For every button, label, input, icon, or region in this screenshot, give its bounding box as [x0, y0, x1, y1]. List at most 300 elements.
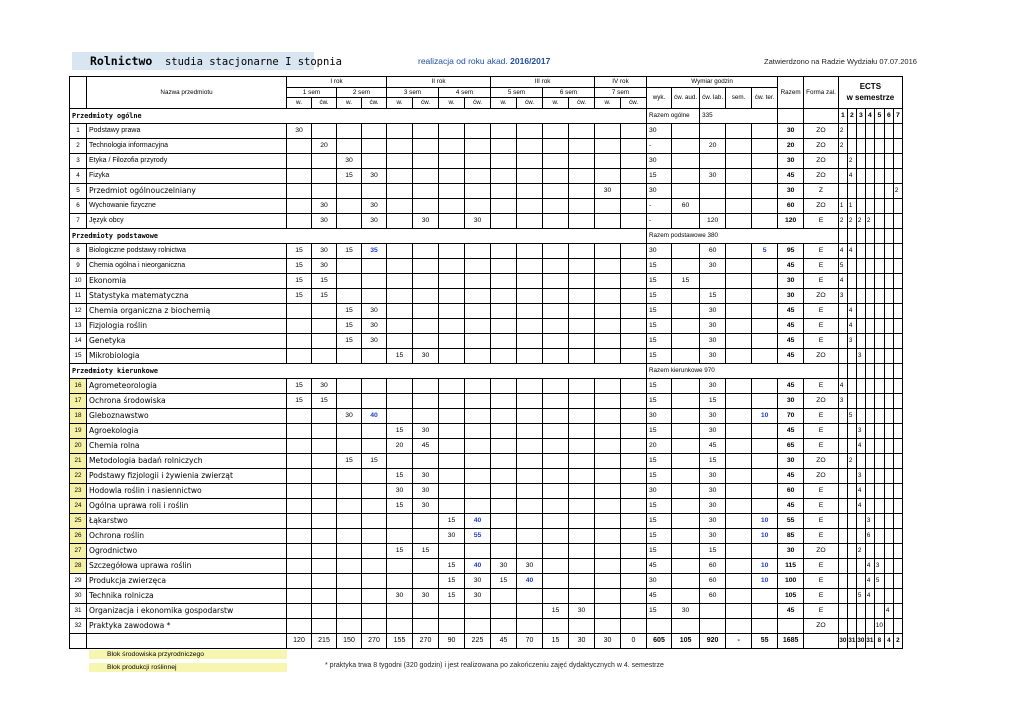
- semester-hours: [569, 513, 595, 528]
- semester-hours: [465, 123, 491, 138]
- ects-value: [893, 573, 902, 588]
- hours-type-value: 30: [647, 408, 672, 423]
- semester-hours: [491, 183, 517, 198]
- ects-cell: [856, 228, 865, 243]
- semester-hours: [413, 318, 439, 333]
- semester-hours: [362, 588, 387, 603]
- semester-total: 30: [595, 633, 621, 648]
- semester-hours: [337, 183, 362, 198]
- semester-hours: [439, 438, 465, 453]
- table-row: [70, 198, 903, 213]
- hours-type-value: [726, 288, 752, 303]
- semester-hours: [465, 288, 491, 303]
- ects-value: [865, 333, 874, 348]
- semester-hours: [621, 348, 647, 363]
- assessment-form: ZO: [804, 153, 839, 168]
- semester-hours: [621, 123, 647, 138]
- semester-hours: [491, 603, 517, 618]
- ects-value: [865, 318, 874, 333]
- semester-hours: 15: [439, 588, 465, 603]
- ects-value: [865, 243, 874, 258]
- ects-value: [884, 198, 893, 213]
- section-title: Przedmioty ogólne: [70, 108, 647, 123]
- semester-hours: [465, 168, 491, 183]
- hours-type-value: [672, 243, 700, 258]
- semester-hours: [465, 273, 491, 288]
- semester-hours: [413, 123, 439, 138]
- hours-type-value: [672, 213, 700, 228]
- semester-hours: [543, 168, 569, 183]
- hours-type-value: 15: [647, 348, 672, 363]
- semester-hours: 30: [362, 303, 387, 318]
- ects-value: [884, 153, 893, 168]
- semester-hours: [465, 258, 491, 273]
- hours-type-value: 20: [647, 438, 672, 453]
- semester-hours: 30: [569, 603, 595, 618]
- ects-value: [884, 408, 893, 423]
- semester-hours: [439, 303, 465, 318]
- row-number: 15: [70, 348, 87, 363]
- row-number: 25: [70, 513, 87, 528]
- ects-value: [874, 333, 884, 348]
- ects-value: [838, 513, 847, 528]
- ects-value: [874, 498, 884, 513]
- hours-type-value: -: [647, 198, 672, 213]
- semester-hours: [312, 588, 337, 603]
- semester-hours: [465, 603, 491, 618]
- semester-hours: [362, 558, 387, 573]
- ects-value: 4: [847, 303, 856, 318]
- ects-value: 4: [847, 318, 856, 333]
- semester-hours: 30: [337, 153, 362, 168]
- ects-value: [884, 273, 893, 288]
- ects-value: [847, 618, 856, 633]
- assessment-form: E: [804, 558, 839, 573]
- semester-hours: [491, 438, 517, 453]
- semester-hours: 30: [312, 243, 337, 258]
- semester-hours: [491, 513, 517, 528]
- semester-hours: [337, 573, 362, 588]
- footnote: * praktyka trwa 8 tygodni (320 godzin) i jest realizowana po zakończeniu zajęć dydaktycznych w 4. semestrze: [325, 662, 664, 669]
- ects-value: [865, 123, 874, 138]
- hours-type-value: 30: [700, 513, 726, 528]
- semester-hours: [595, 243, 621, 258]
- semester-hours: [517, 243, 543, 258]
- hours-type-value: [726, 303, 752, 318]
- semester-hours: [621, 168, 647, 183]
- assessment-form: ZO: [804, 468, 839, 483]
- semester-hours: [543, 468, 569, 483]
- hours-type-value: [700, 603, 726, 618]
- hours-type-value: 5: [752, 243, 778, 258]
- semester-hours: [465, 378, 491, 393]
- semester-hours: 30: [312, 258, 337, 273]
- ects-value: 4: [838, 378, 847, 393]
- semester-hours: [491, 393, 517, 408]
- semester-hours: [362, 618, 387, 633]
- hours-type-value: [726, 603, 752, 618]
- semester-hours: [569, 588, 595, 603]
- ects-value: [847, 528, 856, 543]
- semester-hours: [312, 408, 337, 423]
- semester-hours: [491, 258, 517, 273]
- ects-value: 4: [884, 603, 893, 618]
- semester-hours: [362, 603, 387, 618]
- ects-total: 30: [856, 633, 865, 648]
- ects-value: [865, 408, 874, 423]
- semester-hours: [312, 153, 337, 168]
- semester-hours: [387, 273, 413, 288]
- hours-type-value: 30: [700, 348, 726, 363]
- semester-hours: [337, 468, 362, 483]
- semester-hours: [517, 258, 543, 273]
- hours-type-value: [672, 333, 700, 348]
- hours-type-value: [672, 378, 700, 393]
- semester-hours: [337, 378, 362, 393]
- row-number: 26: [70, 528, 87, 543]
- ects-cell: [847, 363, 856, 378]
- table-row: [70, 588, 903, 603]
- hours-type-value: 15: [647, 258, 672, 273]
- semester-hours: [312, 123, 337, 138]
- semester-hours: [287, 423, 312, 438]
- semester-hours: [413, 453, 439, 468]
- hours-type-value: [726, 333, 752, 348]
- ects-value: [856, 408, 865, 423]
- semester-hours: [491, 588, 517, 603]
- semester-hours: [543, 453, 569, 468]
- semester-hours: 15: [387, 468, 413, 483]
- hours-type-value: [752, 123, 778, 138]
- table-row: [70, 183, 903, 198]
- hours-type-value: [752, 168, 778, 183]
- semester-hours: [287, 603, 312, 618]
- semester-hours: [337, 588, 362, 603]
- semester-hours: 15: [287, 393, 312, 408]
- semester-hours: [362, 483, 387, 498]
- subject-name: Ogólna uprawa roli i roślin: [87, 498, 287, 513]
- hours-type-value: [672, 153, 700, 168]
- ects-value: 2: [847, 453, 856, 468]
- ects-value: [865, 423, 874, 438]
- semester-hours: 40: [465, 513, 491, 528]
- semester-hours: [543, 438, 569, 453]
- semester-hours: [595, 483, 621, 498]
- table-row: [70, 393, 903, 408]
- total-hours: 85: [778, 528, 804, 543]
- assessment-form: E: [804, 318, 839, 333]
- ects-value: 2: [865, 213, 874, 228]
- hours-type-value: 15: [647, 498, 672, 513]
- semester-hours: [543, 288, 569, 303]
- hours-type-value: [700, 198, 726, 213]
- hours-type-value: [752, 318, 778, 333]
- semester-hours: [465, 153, 491, 168]
- ects-value: [874, 603, 884, 618]
- semester-hours: 20: [387, 438, 413, 453]
- semester-hours: [337, 273, 362, 288]
- semester-hours: [595, 348, 621, 363]
- ects-value: [847, 573, 856, 588]
- ects-value: [893, 528, 902, 543]
- row-number: 9: [70, 258, 87, 273]
- row-number: 14: [70, 333, 87, 348]
- semester-hours: [337, 258, 362, 273]
- ects-value: 10: [874, 618, 884, 633]
- assessment-form: ZO: [804, 393, 839, 408]
- semester-header: 7 sem: [595, 87, 647, 98]
- hours-type-value: -: [647, 138, 672, 153]
- hours-type-value: 10: [752, 573, 778, 588]
- semester-hours: [543, 558, 569, 573]
- semester-hours: 30: [413, 588, 439, 603]
- ects-value: [893, 603, 902, 618]
- totals-forma: [804, 633, 839, 648]
- total-hours: 45: [778, 348, 804, 363]
- semester-hours: [569, 318, 595, 333]
- ects-value: 2: [838, 123, 847, 138]
- semester-hours: [312, 483, 337, 498]
- semester-hours: 15: [387, 348, 413, 363]
- lecture-col-header: w.: [387, 98, 413, 109]
- ects-value: [838, 303, 847, 318]
- hours-type-value: [752, 498, 778, 513]
- hours-type-value: [700, 153, 726, 168]
- subject-name: Agroekologia: [87, 423, 287, 438]
- semester-hours: [439, 348, 465, 363]
- ects-value: [874, 528, 884, 543]
- semester-hours: [287, 408, 312, 423]
- semester-hours: [387, 558, 413, 573]
- hours-type-value: [726, 138, 752, 153]
- ects-value: [865, 198, 874, 213]
- semester-hours: [569, 288, 595, 303]
- semester-hours: [287, 153, 312, 168]
- ects-sem-header: 6: [884, 108, 893, 123]
- semester-hours: [287, 168, 312, 183]
- ects-value: [884, 183, 893, 198]
- semester-hours: [517, 333, 543, 348]
- semester-hours: 30: [362, 198, 387, 213]
- assessment-form: E: [804, 588, 839, 603]
- semester-hours: [543, 348, 569, 363]
- subject-name: Fizyka: [87, 168, 287, 183]
- ects-value: 3: [847, 333, 856, 348]
- total-hours: 30: [778, 453, 804, 468]
- ects-value: [884, 168, 893, 183]
- ects-cell: [884, 363, 893, 378]
- ects-value: [874, 393, 884, 408]
- semester-hours: [287, 183, 312, 198]
- semester-hours: [413, 558, 439, 573]
- hours-type-value: [752, 468, 778, 483]
- semester-hours: [543, 498, 569, 513]
- hours-type-value: [726, 213, 752, 228]
- ects-total: 31: [847, 633, 856, 648]
- semester-hours: [287, 498, 312, 513]
- semester-total: 30: [569, 633, 595, 648]
- ects-value: [838, 348, 847, 363]
- ects-value: [838, 438, 847, 453]
- ects-value: [874, 438, 884, 453]
- semester-hours: [517, 438, 543, 453]
- semester-hours: [595, 468, 621, 483]
- lecture-col-header: w.: [337, 98, 362, 109]
- section-total-label: Razem ogólne: [647, 108, 700, 123]
- hours-type-value: [726, 543, 752, 558]
- semester-hours: [387, 138, 413, 153]
- semester-hours: [621, 258, 647, 273]
- semester-hours: 30: [595, 183, 621, 198]
- ects-value: [865, 348, 874, 363]
- section-total-value: 335: [700, 108, 778, 123]
- table-row: [70, 348, 903, 363]
- ects-value: [838, 453, 847, 468]
- semester-hours: [439, 603, 465, 618]
- hours-type-value: [752, 198, 778, 213]
- ects-value: [865, 378, 874, 393]
- row-number: 28: [70, 558, 87, 573]
- semester-hours: [621, 468, 647, 483]
- semester-hours: [312, 468, 337, 483]
- semester-hours: [287, 468, 312, 483]
- semester-hours: [439, 408, 465, 423]
- semester-hours: [595, 618, 621, 633]
- semester-hours: [491, 543, 517, 558]
- semester-hours: 30: [312, 213, 337, 228]
- semester-hours: [362, 423, 387, 438]
- semester-hours: [595, 453, 621, 468]
- semester-hours: [595, 273, 621, 288]
- semester-hours: [465, 408, 491, 423]
- semester-hours: [387, 408, 413, 423]
- hours-type-value: [726, 243, 752, 258]
- hours-type-value: [752, 543, 778, 558]
- semester-hours: [387, 318, 413, 333]
- ects-value: [874, 288, 884, 303]
- ects-cell: [893, 228, 902, 243]
- hours-type-value: [752, 288, 778, 303]
- assessment-form: E: [804, 513, 839, 528]
- semester-hours: [543, 618, 569, 633]
- semester-hours: [569, 618, 595, 633]
- semester-hours: [595, 333, 621, 348]
- semester-hours: [362, 543, 387, 558]
- semester-hours: [362, 138, 387, 153]
- semester-hours: [621, 513, 647, 528]
- semester-hours: [543, 588, 569, 603]
- hours-type-value: [752, 453, 778, 468]
- semester-hours: [312, 528, 337, 543]
- ects-value: 3: [865, 513, 874, 528]
- total-hours: 20: [778, 138, 804, 153]
- semester-hours: [287, 513, 312, 528]
- ects-value: [865, 153, 874, 168]
- semester-hours: [621, 318, 647, 333]
- row-number: 5: [70, 183, 87, 198]
- row-number: 19: [70, 423, 87, 438]
- semester-hours: [312, 603, 337, 618]
- semester-hours: [413, 303, 439, 318]
- semester-hours: [387, 378, 413, 393]
- ects-total: 30: [838, 633, 847, 648]
- semester-hours: 30: [413, 468, 439, 483]
- semester-header: 1 sem: [287, 87, 337, 98]
- ects-value: [874, 588, 884, 603]
- semester-hours: [413, 408, 439, 423]
- semester-hours: [387, 198, 413, 213]
- semester-hours: [491, 423, 517, 438]
- ects-value: [847, 588, 856, 603]
- semester-hours: 40: [517, 573, 543, 588]
- assessment-form: E: [804, 483, 839, 498]
- semester-hours: 30: [312, 378, 337, 393]
- hours-type-value: [752, 618, 778, 633]
- semester-hours: 15: [337, 453, 362, 468]
- hours-type-value: [726, 438, 752, 453]
- semester-hours: 15: [387, 498, 413, 513]
- semester-hours: [517, 318, 543, 333]
- semester-hours: [413, 618, 439, 633]
- ects-value: [847, 258, 856, 273]
- semester-hours: 15: [387, 543, 413, 558]
- semester-hours: [569, 198, 595, 213]
- semester-hours: 30: [413, 213, 439, 228]
- semester-hours: [413, 333, 439, 348]
- semester-hours: [569, 393, 595, 408]
- ects-sem-header: 4: [865, 108, 874, 123]
- hours-type-value: [726, 513, 752, 528]
- semester-hours: [439, 153, 465, 168]
- assessment-form: E: [804, 243, 839, 258]
- section-total: Razem podstawowe 380: [647, 228, 839, 243]
- semester-hours: [465, 183, 491, 198]
- semester-hours: [491, 618, 517, 633]
- table-row: [70, 513, 903, 528]
- semester-hours: [569, 573, 595, 588]
- ects-value: [847, 468, 856, 483]
- semester-hours: [621, 618, 647, 633]
- lecture-col-header: w.: [595, 98, 621, 109]
- hours-type-value: [726, 573, 752, 588]
- subject-name: Przedmiot ogólnouczelniany: [87, 183, 287, 198]
- subject-name: Język obcy: [87, 213, 287, 228]
- table-row: [70, 543, 903, 558]
- semester-hours: [312, 573, 337, 588]
- semester-hours: [465, 333, 491, 348]
- ects-value: [856, 528, 865, 543]
- ects-value: 1: [838, 198, 847, 213]
- semester-hours: 30: [439, 528, 465, 543]
- ects-value: [893, 273, 902, 288]
- section-razem: [778, 108, 804, 123]
- ects-value: [874, 543, 884, 558]
- semester-hours: [595, 603, 621, 618]
- table-row: [70, 243, 903, 258]
- semester-hours: [337, 123, 362, 138]
- ects-value: [884, 213, 893, 228]
- hours-type-value: 30: [700, 528, 726, 543]
- semester-hours: [543, 543, 569, 558]
- total-hours: 105: [778, 588, 804, 603]
- ects-value: [856, 378, 865, 393]
- hours-type-value: [752, 423, 778, 438]
- ects-value: 3: [856, 348, 865, 363]
- year-header: IV rok: [595, 77, 647, 88]
- semester-hours: [491, 468, 517, 483]
- section-forma: [804, 108, 839, 123]
- hours-type-value: 10: [752, 408, 778, 423]
